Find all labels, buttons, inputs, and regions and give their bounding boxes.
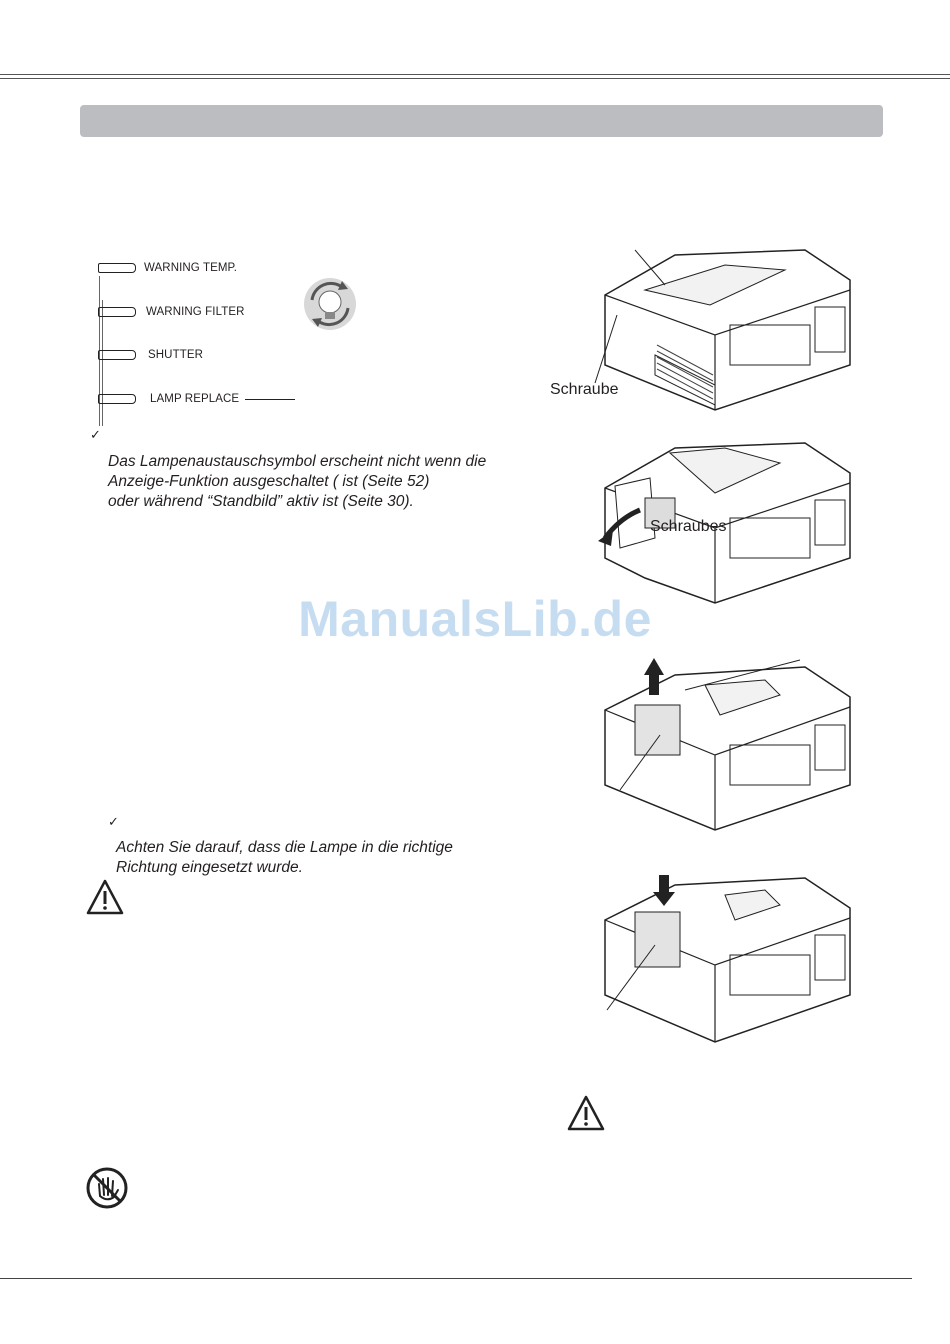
led-indicator <box>98 350 136 360</box>
note-line: Das Lampenaustauschsymbol erscheint nicht wenn die <box>108 453 487 470</box>
section-title-bar <box>80 105 883 137</box>
note-line: Anzeige-Funktion ausgeschaltet ( ist (Seite 52) <box>108 473 430 490</box>
indicator-label: WARNING TEMP. <box>144 262 238 274</box>
indicator-label: LAMP REPLACE <box>150 393 240 405</box>
header-rule-double <box>0 78 950 79</box>
lamp-direction-note <box>116 838 453 878</box>
led-indicator <box>98 307 136 317</box>
projector-illustration <box>595 870 855 1050</box>
warning-triangle-icon <box>566 1094 606 1132</box>
indicator-label: SHUTTER <box>148 349 204 361</box>
indicator-lamp-replace <box>98 391 295 407</box>
footer-rule <box>0 1278 912 1279</box>
led-indicator <box>98 263 136 273</box>
note-line: oder während “Standbild” aktiv ist (Seite 30). <box>108 493 414 510</box>
indicator-label: WARNING FILTER <box>146 306 245 318</box>
screw-label: Schraube <box>550 381 619 398</box>
leader-line <box>245 399 295 400</box>
lamp-replace-icon <box>302 276 358 332</box>
note-line: Achten Sie darauf, dass die Lampe in die richtige <box>116 839 453 856</box>
indicator-warning-temp <box>98 260 237 276</box>
check-mark: ✓ <box>90 427 101 442</box>
led-indicator <box>98 394 136 404</box>
note-line: Richtung eingesetzt wurde. <box>116 859 303 876</box>
watermark: ManualsLib.de <box>298 591 652 647</box>
screws-label: Schraubes <box>650 518 727 535</box>
indicator-shutter <box>98 347 203 363</box>
no-touch-icon <box>85 1166 129 1210</box>
projector-illustration <box>595 245 855 415</box>
header-rule <box>0 74 950 75</box>
check-mark: ✓ <box>108 814 119 829</box>
lamp-symbol-note <box>108 452 486 512</box>
projector-illustration <box>595 655 855 835</box>
indicator-warning-filter <box>98 304 245 320</box>
warning-triangle-icon <box>85 878 125 916</box>
